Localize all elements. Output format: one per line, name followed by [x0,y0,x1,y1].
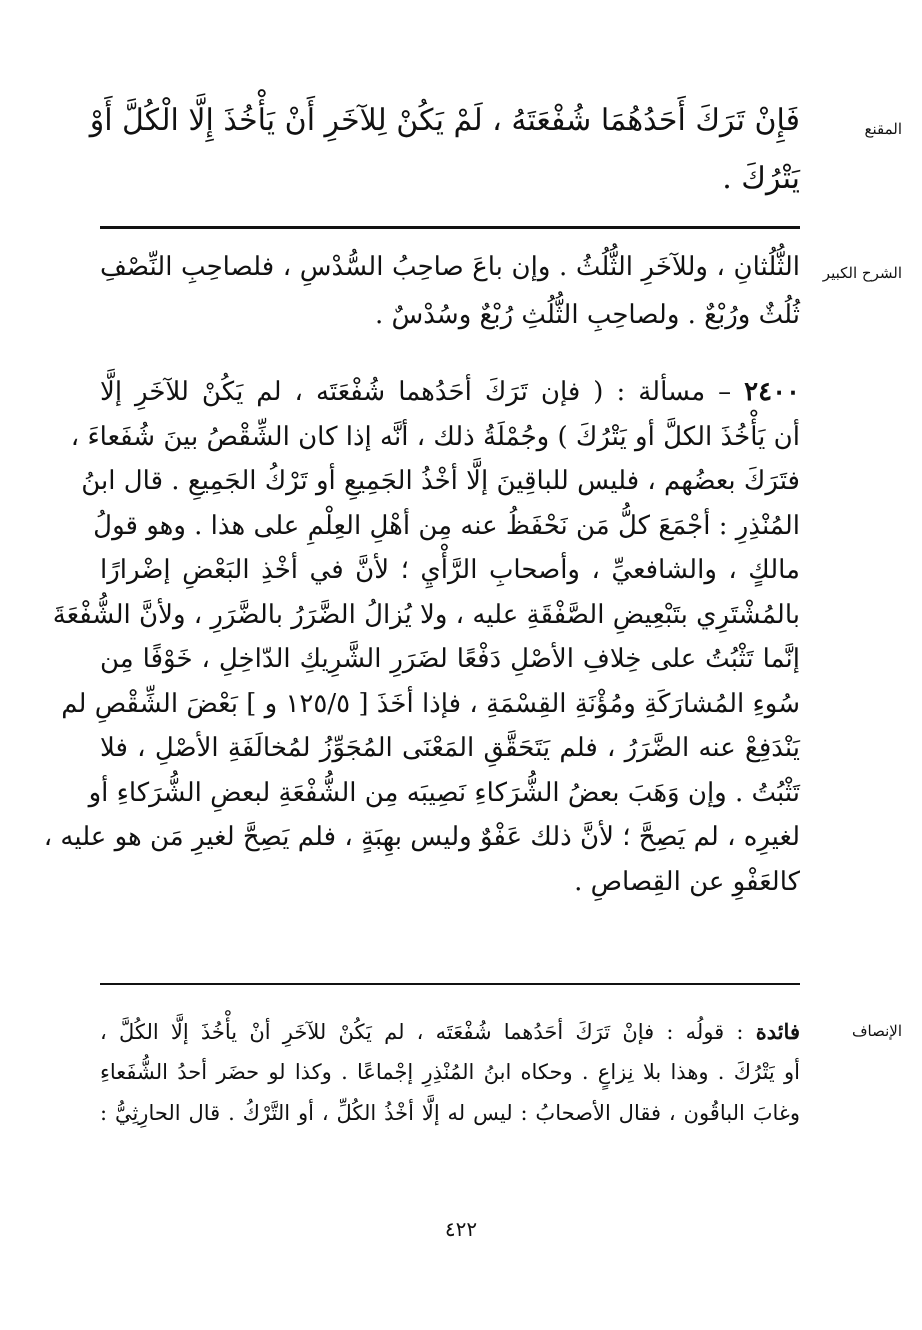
text-line: يَتْرُكَ . [722,161,800,196]
section-divider [100,983,800,985]
text-line: أن يَأْخُذَ الكلَّ أو يَتْرُكَ ) وجُمْلَةُ ذلك ، أنَّه إذا كان الشِّقْصُ بينَ شُفَعاءَ ، [70,421,800,452]
text-line: وغابَ الباقُون ، فقال الأصحابُ : ليس له إلَّا أخْذُ الكُلِّ ، أو التَّرْكُ . قال الحارِثِيُّ : [100,1101,800,1125]
text-line: ثُلُثٌ ورُبْعٌ . ولصاحِبِ الثُّلُثِ رُبْعٌ وسُدْسٌ . [375,300,800,330]
insaf-first-line: : قولُه : فإنْ تَرَكَ أحَدُهما شُفْعَتَه ، لم يَكُنْ للآخَرِ أنْ يأْخُذَ إلَّا الكُلَّ ، [100,1020,744,1044]
text-line: الثُّلُثانِ ، وللآخَرِ الثُّلُثُ . وإن باعَ صاحِبُ السُّدْسِ ، فلصاحِبِ النِّصْفِ [100,252,800,282]
text-line [100,370,800,415]
text-line: لغيرِه ، لم يَصِحَّ ؛ لأنَّ ذلك عَفْوٌ وليس بهِبَةٍ ، فلم يَصِحَّ لغيرِ مَن هو عليه ، [43,822,800,852]
faida-label: فائدة [755,1019,800,1044]
text-line: كالعَفْوِ عن القِصاصِ . [574,866,800,897]
text-line: يَنْدَفِعْ عنه الضَّرَرُ ، فلم يَتَحَقَّقِ المَعْنَى المُجَوِّزُ لمُخالَفَةِ الأصْلِ ، فلا [100,733,800,763]
masala-heading: – مسألة : ( فإن تَرَكَ أحَدُهما شُفْعَتَه ، لم يَكُنْ للآخَرِ إلَّا [100,377,732,407]
text-line [100,1011,800,1052]
text-line: تَثْبُتُ . وإن وَهَبَ بعضُ الشُّرَكاءِ نَصِيبَه مِن الشُّفْعَةِ لبعضِ الشُّرَكاءِ أو [88,777,800,808]
label-insaf: الإنصاف [851,1022,902,1040]
text-line: بالمُشْتَرِي بتَبْعِيضِ الصَّفْقَةِ عليه ، ولا يُزالُ الضَّرَرُ بالضَّرَرِ ، ولأنَّ الشُّفْعَةَ [52,599,800,630]
text-line: المُنْذِرِ : أجْمَعَ كلُّ مَن نَحْفَظُ عنه مِن أهْلِ العِلْمِ على هذا . وهو قولُ [93,510,800,541]
label-sharh: الشرح الكبير [822,264,902,282]
text-line: سُوءِ المُشارَكَةِ ومُؤْنَةِ القِسْمَةِ ، فإذا أخَذَ [ ١٢٥/٥ و ] بَعْضَ الشِّقْصِ لم [61,688,800,719]
text-line: فتَرَكَ بعضُهم ، فليس للباقِينَ إلَّا أخْذُ الجَمِيعِ أو تَرْكُ الجَمِيعِ . قال ابنُ [81,466,800,496]
sharh-intro-text [100,243,800,339]
label-muqni: المقنع [864,120,902,138]
muqni-text [89,92,800,208]
text-line: مالكٍ ، والشافعيِّ ، وأصحابِ الرَّأْيِ ؛ لأنَّ في أخْذِ البَعْضِ إضْرارًا [100,555,800,585]
insaf-text [100,1011,800,1134]
text-line: إنَّما تَثْبُتُ على خِلافِ الأصْلِ دَفْعًا لضَرَرِ الشَّرِيكِ الدّاخِلِ ، خَوْفًا مِن [100,644,800,674]
masala-number: ٢٤٠٠ [744,377,800,407]
text-line: أو يَتْرُكَ . وهذا بلا نِزاعٍ . وحكاه ابنُ المُنْذِرِ إجْماعًا . وكذا لو حضَر أحدُ الشُّفَعاءِ [100,1060,800,1084]
text-line: فَإِنْ تَرَكَ أَحَدُهُمَا شُفْعَتَهُ ، لَمْ يَكُنْ لِلآخَرِ أَنْ يَأْخُذَ إِلَّا الْكُلَّ أَوْ [89,103,800,138]
section-divider [100,226,800,229]
masala-text [43,370,800,904]
page-number: ٤٢٢ [444,1217,478,1241]
